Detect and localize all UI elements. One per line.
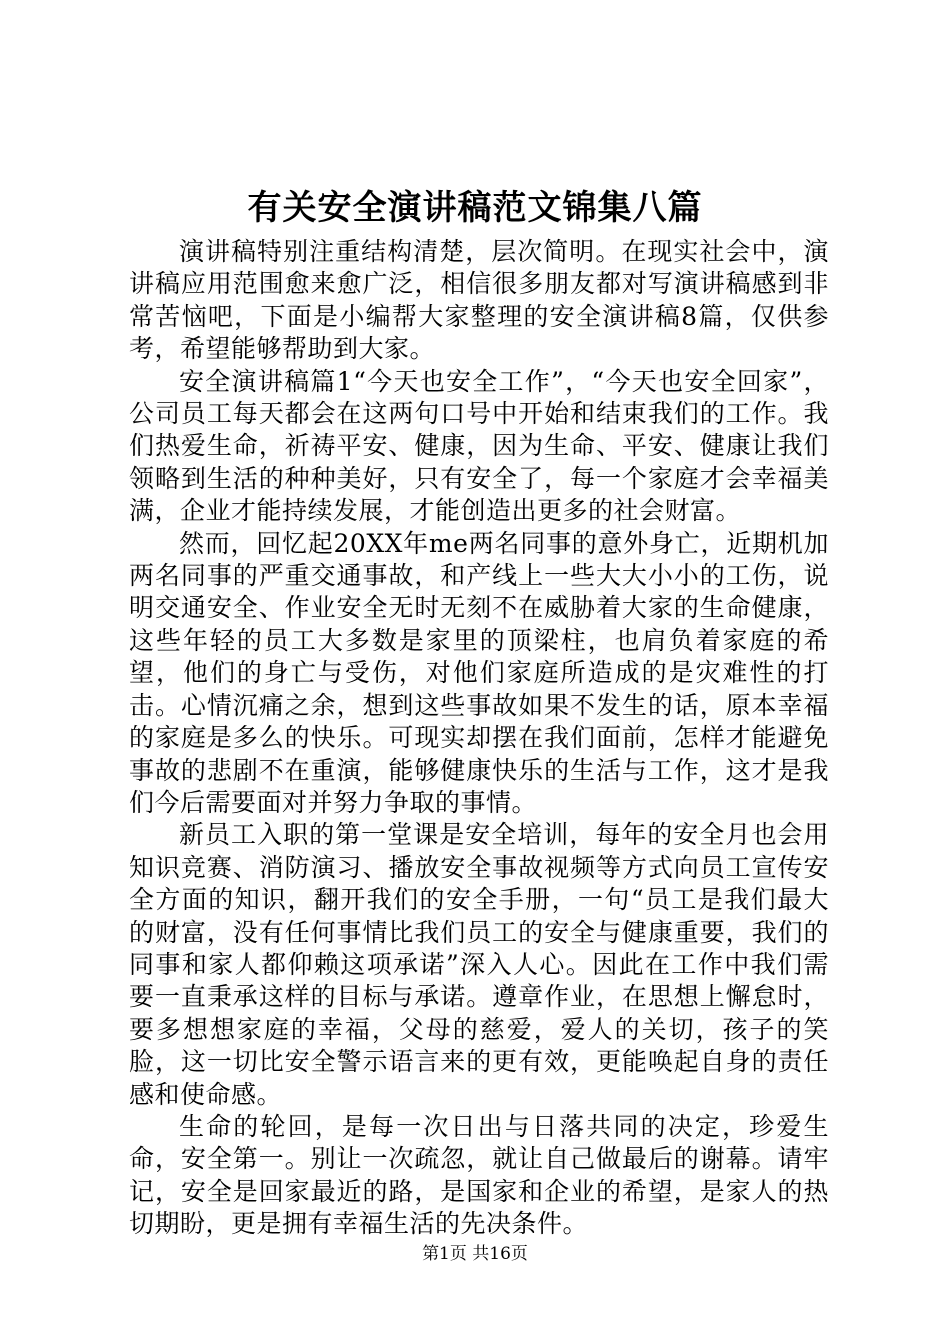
document-title: 有关安全演讲稿范文锦集八篇 xyxy=(247,188,703,228)
document-body xyxy=(129,236,829,1241)
paragraph-intro: 演讲稿特别注重结构清楚，层次简明。在现实社会中，演讲稿应用范围愈来愈广泛，相信很多朋友都对写演讲稿感到非常苦恼吧，下面是小编帮大家整理的安全演讲稿8篇，仅供参考，希望能够帮助到大家。 xyxy=(129,237,829,364)
paragraph-training: 新员工入职的第一堂课是安全培训，每年的安全月也会用知识竞赛、消防演习、播放安全事故视频等方式向员工宣传安全方面的知识，翻开我们的安全手册，一句“员工是我们最大的财富，没有任何事情比我们员工的安全与健康重要，我们的同事和家人都仰赖这项承诺”深入人心。因此在工作中我们需要一直秉承这样的目标与承诺。遵章作业，在思想上懈怠时，要多想想家庭的幸福，父母的慈爱，爱人的关切，孩子的笑脸，这一切比安全警示语言来的更有效，更能唤起自身的责任感和使命感。 xyxy=(129,820,829,1109)
page-number-footer: 第1页 共16页 xyxy=(422,1244,528,1264)
paragraph-speech-1: 安全演讲稿篇1“今天也安全工作”，“今天也安全回家”，公司员工每天都会在这两句口号中开始和结束我们的工作。我们热爱生命，祈祷平安、健康，因为生命、平安、健康让我们领略到生活的种种美好，只有安全了，每一个家庭才会幸福美满，企业才能持续发展，才能创造出更多的社会财富。 xyxy=(129,366,829,526)
paragraph-conclusion: 生命的轮回，是每一次日出与日落共同的决定，珍爱生命，安全第一。别让一次疏忽，就让自己做最后的谢幕。请牢记，安全是回家最近的路，是国家和企业的希望，是家人的热切期盼，更是拥有幸福生活的先决条件。 xyxy=(129,1111,829,1239)
paragraph-accidents: 然而，回忆起20XX年me两名同事的意外身亡，近期机加两名同事的严重交通事故，和产线上一些大大小小的工伤，说明交通安全、作业安全无时无刻不在威胁着大家的生命健康，这些年轻的员工大多数是家里的顶梁柱，也肩负着家庭的希望，他们的身亡与受伤，对他们家庭所造成的是灾难性的打击。心情沉痛之余，想到这些事故如果不发生的话，原本幸福的家庭是多么的快乐。可现实却摆在我们面前，怎样才能避免事故的悲剧不在重演，能够健康快乐的生活与工作，这才是我们今后需要面对并努力争取的事情。 xyxy=(129,528,829,817)
